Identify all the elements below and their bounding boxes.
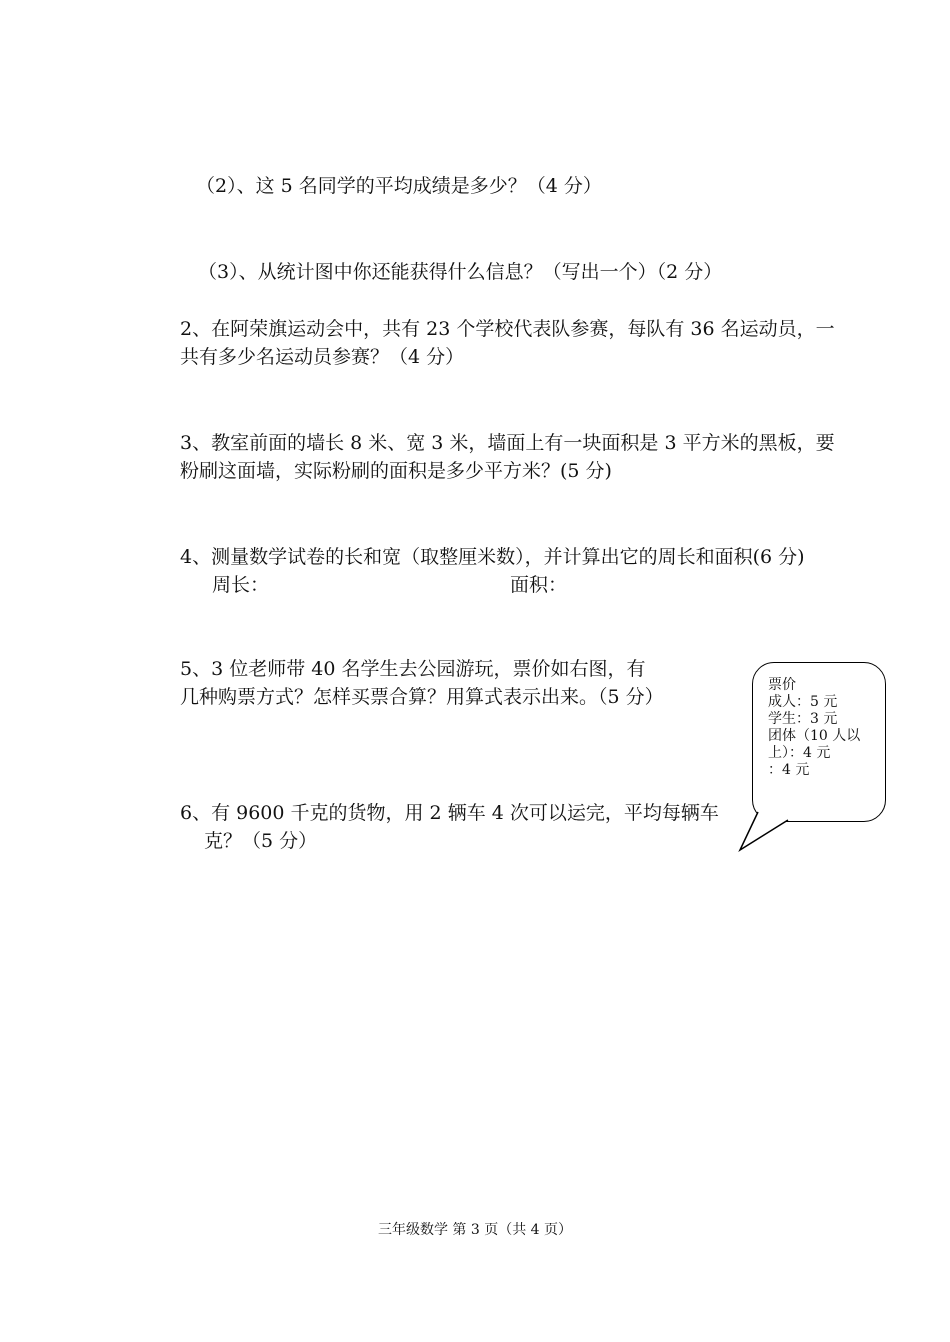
- question-5-line-2: 几种购票方式？怎样买票合算？用算式表示出来。（5 分）: [180, 686, 664, 708]
- ticket-price-text: [768, 677, 860, 779]
- question-1-part-2: （2）、这 5 名同学的平均成绩是多少？（4 分）: [196, 175, 602, 197]
- question-5-line-1: 5、3 位老师带 40 名学生去公园游玩，票价如右图，有: [180, 658, 646, 680]
- ticket-price-group-line-1: 团体（10 人以: [768, 728, 861, 744]
- question-2-line-2: 共有多少名运动员参赛？（4 分）: [180, 346, 465, 368]
- ticket-price-title: 票价: [768, 677, 796, 693]
- question-3-line-2: 粉刷这面墙，实际粉刷的面积是多少平方米？(5 分): [180, 460, 612, 482]
- question-4-area-label: 面积：: [510, 574, 568, 596]
- ticket-price-adult: 成人：5 元: [768, 694, 838, 710]
- question-6-line-2: 克？（5 分）: [204, 830, 318, 852]
- question-4-line-1: 4、测量数学试卷的长和宽（取整厘米数），并计算出它的周长和面积(6 分): [180, 546, 805, 568]
- question-3-line-1: 3、教室前面的墙长 8 米、宽 3 米，墙面上有一块面积是 3 平方米的黑板，要: [180, 432, 835, 454]
- page-footer: 三年级数学 第 3 页（共 4 页）: [377, 1222, 573, 1238]
- question-4-perimeter-label: 周长：: [212, 574, 270, 596]
- ticket-price-group-line-2: 上）：4 元: [768, 745, 831, 761]
- ticket-price-extra-line: ：4 元: [768, 762, 810, 778]
- question-1-part-3: （3）、从统计图中你还能获得什么信息？（写出一个）（2 分）: [198, 261, 723, 283]
- question-2-line-1: 2、在阿荣旗运动会中，共有 23 个学校代表队参赛，每队有 36 名运动员，一: [180, 318, 835, 340]
- question-6-line-1: 6、有 9600 千克的货物，用 2 辆车 4 次可以运完，平均每辆车: [180, 802, 719, 824]
- speech-bubble-tail: [738, 790, 818, 860]
- ticket-price-student: 学生：3 元: [768, 711, 838, 727]
